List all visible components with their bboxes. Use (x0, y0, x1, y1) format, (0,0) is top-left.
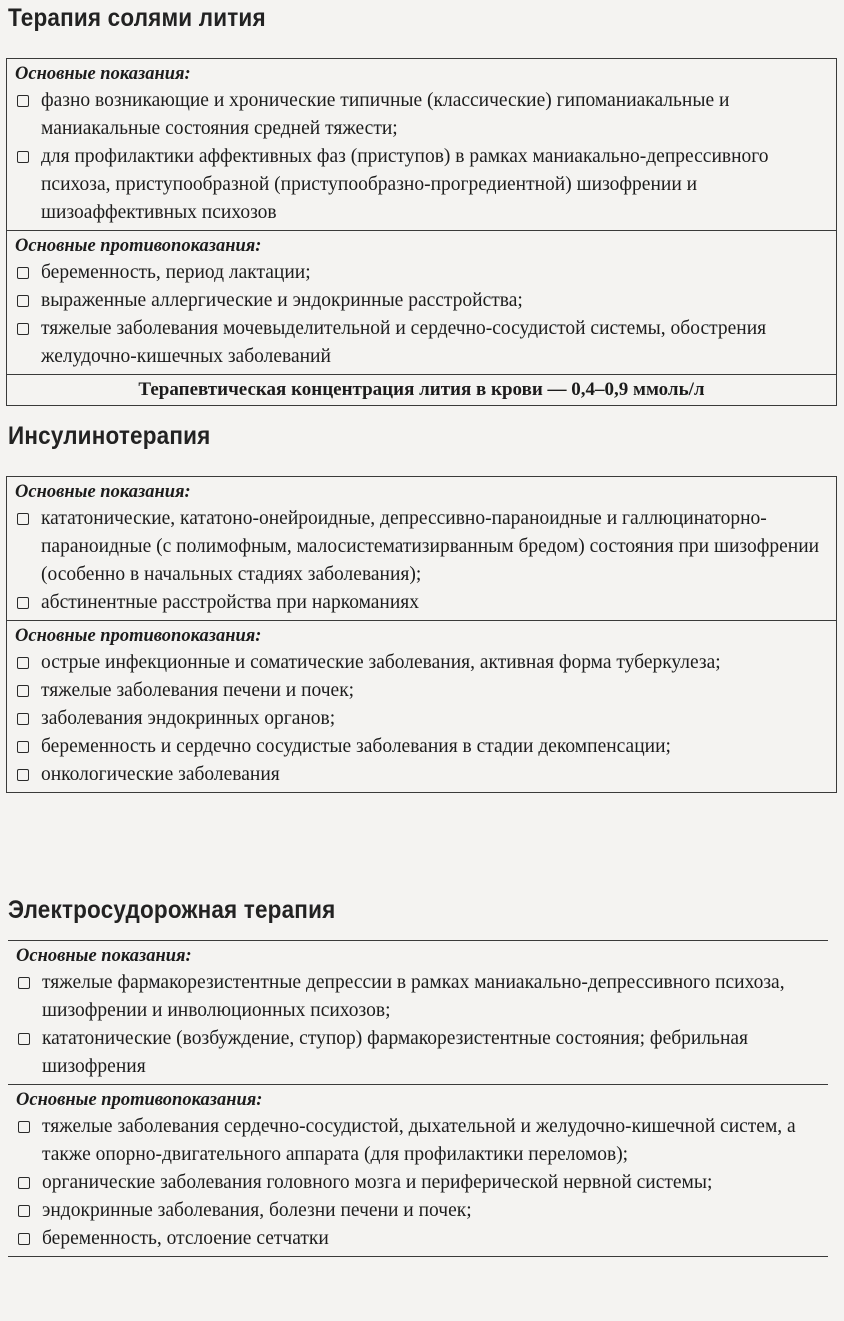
contraindications-heading: Основные противопоказания: (15, 626, 262, 646)
checkbox-icon (17, 713, 29, 725)
list-item: тяжелые фармакорезистентные депрессии в рамках маниакально-депрессивного психоза, шизофрении и инволюционных психозов; (16, 969, 820, 1025)
section-title-ect: Электросудорожная терапия (8, 896, 336, 924)
contraindications-heading: Основные противопоказания: (15, 236, 262, 256)
lithium-box (6, 58, 837, 406)
ect-box (8, 940, 828, 1257)
lithium-indications (7, 59, 836, 230)
checkbox-icon (17, 267, 29, 279)
checkbox-icon (18, 1205, 30, 1217)
checkbox-icon (17, 151, 29, 163)
checkbox-icon (17, 323, 29, 335)
list-item: тяжелые заболевания сердечно-сосудистой, дыхательной и желудочно-кишечной систем, а также опорно-двигательного аппарата (для профилактики переломов); (16, 1113, 820, 1169)
list-item: кататонические, кататоно-онейроидные, депрессивно-параноидные и галлюцинаторно-параноидные (с полимофным, малосистематизирванным бредом) состояния при шизофрении (особенно в начальных стадиях заболевания); (15, 505, 828, 589)
list-item: фазно возникающие и хронические типичные (классические) гипоманиакальные и маниакальные состояния средней тяжести; (15, 87, 828, 143)
lithium-concentration-note: Терапевтическая концентрация лития в крови — 0,4–0,9 ммоль/л (7, 374, 836, 405)
checkbox-icon (18, 977, 30, 989)
checkbox-icon (18, 1177, 30, 1189)
checkbox-icon (17, 769, 29, 781)
contraindications-heading: Основные противопоказания: (16, 1090, 263, 1110)
checkbox-icon (17, 685, 29, 697)
list-item: тяжелые заболевания мочевыделительной и сердечно-сосудистой системы, обострения желудочно-кишечных заболеваний (15, 315, 828, 371)
checkbox-icon (17, 741, 29, 753)
checkbox-icon (17, 95, 29, 107)
indications-heading: Основные показания: (15, 64, 191, 84)
list-item: беременность и сердечно сосудистые заболевания в стадии декомпенсации; (15, 733, 828, 761)
list-item: заболевания эндокринных органов; (15, 705, 828, 733)
list-item: беременность, период лактации; (15, 259, 828, 287)
section-title-insulin: Инсулинотерапия (8, 422, 211, 450)
section-title-lithium: Терапия солями лития (8, 4, 266, 32)
list-item: для профилактики аффективных фаз (приступов) в рамках маниакально-депрессивного психоза, приступообразной (приступообразно-прогредиентной) шизофрении и шизоаффективных психозов (15, 143, 828, 227)
checkbox-icon (18, 1033, 30, 1045)
checkbox-icon (17, 597, 29, 609)
insulin-indications (7, 477, 836, 620)
ect-indications (8, 941, 828, 1084)
checkbox-icon (17, 295, 29, 307)
list-item: органические заболевания головного мозга и периферической нервной системы; (16, 1169, 820, 1197)
checkbox-icon (18, 1121, 30, 1133)
list-item: кататонические (возбуждение, ступор) фармакорезистентные состояния; фебрильная шизофрения (16, 1025, 820, 1081)
list-item: абстинентные расстройства при наркоманиях (15, 589, 828, 617)
list-item: острые инфекционные и соматические заболевания, активная форма туберкулеза; (15, 649, 828, 677)
list-item: беременность, отслоение сетчатки (16, 1225, 820, 1253)
list-item: эндокринные заболевания, болезни печени и почек; (16, 1197, 820, 1225)
indications-heading: Основные показания: (15, 482, 191, 502)
lithium-contraindications (7, 230, 836, 374)
indications-heading: Основные показания: (16, 946, 192, 966)
checkbox-icon (18, 1233, 30, 1245)
insulin-contraindications (7, 620, 836, 792)
list-item: тяжелые заболевания печени и почек; (15, 677, 828, 705)
list-item: онкологические заболевания (15, 761, 828, 789)
insulin-box (6, 476, 837, 793)
checkbox-icon (17, 513, 29, 525)
ect-contraindications (8, 1084, 828, 1256)
checkbox-icon (17, 657, 29, 669)
list-item: выраженные аллергические и эндокринные расстройства; (15, 287, 828, 315)
